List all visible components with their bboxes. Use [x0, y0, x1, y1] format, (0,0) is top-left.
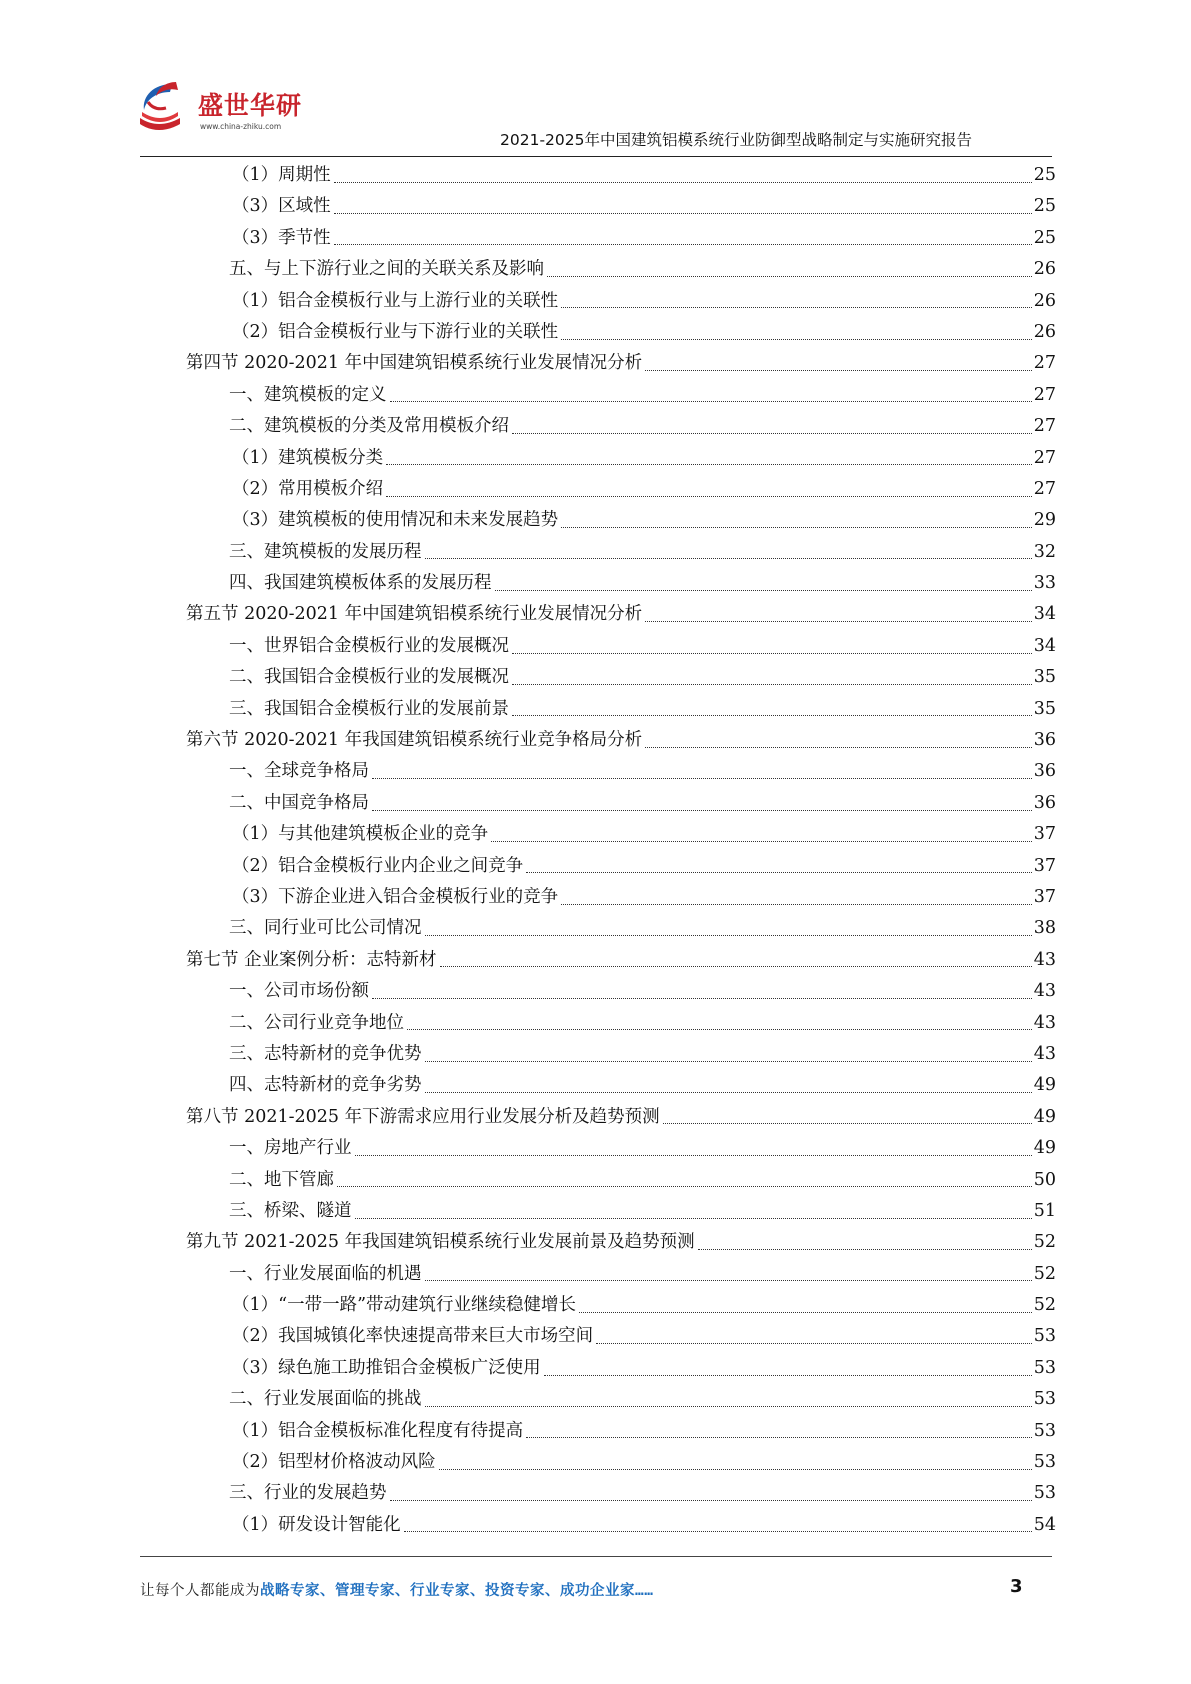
toc-entry-label: （1）建筑模板分类: [232, 443, 385, 474]
toc-entry-label: （1）铝合金模板行业与上游行业的关联性: [232, 286, 560, 317]
toc-entry[interactable]: [186, 1290, 1056, 1321]
toc-entry-label: 一、建筑模板的定义: [229, 380, 389, 411]
toc-dot-leader: [425, 1405, 1032, 1407]
toc-dot-leader: [561, 306, 1032, 308]
toc-dot-leader: [547, 275, 1032, 277]
toc-entry[interactable]: [186, 160, 1056, 191]
toc-entry-page: 51: [1033, 1200, 1056, 1221]
toc-dot-leader: [544, 1374, 1032, 1376]
toc-entry-label: （1）与其他建筑模板企业的竞争: [232, 819, 490, 850]
toc-entry-label: （3）绿色施工助推铝合金模板广泛使用: [232, 1353, 543, 1384]
toc-dot-leader: [526, 1436, 1032, 1438]
toc-entry-label: 二、行业发展面临的挑战: [229, 1384, 424, 1415]
toc-dot-leader: [579, 1311, 1032, 1313]
toc-entry-label: 二、建筑模板的分类及常用模板介绍: [229, 411, 511, 442]
toc-entry-page: 49: [1033, 1138, 1056, 1159]
toc-entry-label: 三、建筑模板的发展历程: [229, 537, 424, 568]
toc-dot-leader: [334, 212, 1032, 214]
toc-entry-label: 三、志特新材的竞争优势: [229, 1039, 424, 1070]
toc-dot-leader: [663, 1122, 1032, 1124]
toc-entry[interactable]: [186, 819, 1056, 850]
toc-entry-label: （3）季节性: [232, 223, 333, 254]
toc-dot-leader: [512, 683, 1032, 685]
toc-entry-page: 26: [1033, 259, 1056, 280]
toc-entry-label: 四、志特新材的竞争劣势: [229, 1070, 424, 1101]
toc-dot-leader: [425, 1091, 1032, 1093]
toc-dot-leader: [645, 620, 1032, 622]
toc-entry[interactable]: [186, 348, 1056, 379]
toc-entry-label: （2）铝型材价格波动风险: [232, 1447, 438, 1478]
toc-entry-label: 一、房地产行业: [229, 1133, 354, 1164]
toc-entry[interactable]: [186, 1384, 1056, 1415]
toc-entry-label: （3）建筑模板的使用情况和未来发展趋势: [232, 505, 560, 536]
toc-entry-label: （2）我国城镇化率快速提高带来巨大市场空间: [232, 1321, 595, 1352]
toc-entry-page: 25: [1033, 196, 1056, 217]
toc-entry-page: 36: [1033, 761, 1056, 782]
toc-entry-label: 四、我国建筑模板体系的发展历程: [229, 568, 494, 599]
toc-dot-leader: [561, 338, 1032, 340]
toc-entry[interactable]: [186, 945, 1056, 976]
toc-entry-page: 33: [1033, 573, 1056, 594]
toc-entry-page: 27: [1033, 478, 1056, 499]
toc-entry-label: 一、全球竞争格局: [229, 756, 371, 787]
toc-entry[interactable]: [186, 599, 1056, 630]
toc-entry[interactable]: [186, 568, 1056, 599]
toc-entry[interactable]: [186, 286, 1056, 317]
toc-entry[interactable]: [186, 1447, 1056, 1478]
toc-dot-leader: [425, 1279, 1032, 1281]
toc-entry-label: 第九节 2021-2025 年我国建筑铝模系统行业发展前景及趋势预测: [186, 1227, 697, 1258]
toc-entry-label: （2）铝合金模板行业内企业之间竞争: [232, 851, 525, 882]
toc-dot-leader: [334, 181, 1032, 183]
toc-entry-label: 一、公司市场份额: [229, 976, 371, 1007]
toc-dot-leader: [372, 997, 1032, 999]
footer-slogan: [140, 1579, 653, 1600]
slogan-highlight: 战略专家、管理专家、行业专家、投资专家、成功企业家……: [260, 1583, 654, 1599]
page-header: [0, 0, 1191, 160]
toc-entry-page: 27: [1033, 353, 1056, 374]
toc-entry-page: 37: [1033, 824, 1056, 845]
toc-entry-label: 第八节 2021-2025 年下游需求应用行业发展分析及趋势预测: [186, 1102, 662, 1133]
toc-entry[interactable]: [186, 1039, 1056, 1070]
toc-entry-label: （1）周期性: [232, 160, 333, 191]
toc-entry[interactable]: [186, 317, 1056, 348]
toc-entry[interactable]: [186, 474, 1056, 505]
toc-entry-page: 29: [1033, 510, 1056, 531]
toc-dot-leader: [495, 589, 1032, 591]
toc-entry-page: 36: [1033, 730, 1056, 751]
toc-dot-leader: [512, 714, 1032, 716]
toc-entry-page: 43: [1033, 1012, 1056, 1033]
toc-entry-page: 53: [1033, 1420, 1056, 1441]
toc-entry-label: （1）铝合金模板标准化程度有待提高: [232, 1416, 525, 1447]
toc-dot-leader: [425, 934, 1032, 936]
toc-entry-label: （1）研发设计智能化: [232, 1510, 403, 1541]
toc-entry-label: 第六节 2020-2021 年我国建筑铝模系统行业竞争格局分析: [186, 725, 644, 756]
toc-entry[interactable]: [186, 1510, 1056, 1541]
toc-dot-leader: [372, 777, 1032, 779]
toc-dot-leader: [386, 495, 1032, 497]
toc-entry[interactable]: [186, 1102, 1056, 1133]
toc-entry-page: 53: [1033, 1389, 1056, 1410]
toc-entry[interactable]: [186, 254, 1056, 285]
toc-entry[interactable]: [186, 1416, 1056, 1447]
toc-dot-leader: [526, 871, 1032, 873]
toc-dot-leader: [698, 1248, 1032, 1250]
toc-entry-label: 一、世界铝合金模板行业的发展概况: [229, 631, 511, 662]
header-divider: [140, 156, 1052, 157]
toc-dot-leader: [355, 1154, 1032, 1156]
toc-entry-page: 53: [1033, 1483, 1056, 1504]
toc-entry-page: 53: [1033, 1357, 1056, 1378]
toc-entry-label: 三、行业的发展趋势: [229, 1478, 389, 1509]
toc-entry[interactable]: [186, 1259, 1056, 1290]
toc-entry-page: 54: [1033, 1514, 1056, 1535]
toc-entry-page: 25: [1033, 227, 1056, 248]
toc-entry[interactable]: [186, 976, 1056, 1007]
toc-entry[interactable]: [186, 913, 1056, 944]
table-of-contents: [186, 160, 1056, 1541]
footer-divider: [140, 1556, 1052, 1557]
toc-dot-leader: [334, 243, 1032, 245]
toc-entry[interactable]: [186, 1196, 1056, 1227]
toc-dot-leader: [390, 1499, 1032, 1501]
toc-entry-label: 二、我国铝合金模板行业的发展概况: [229, 662, 511, 693]
toc-entry[interactable]: [186, 882, 1056, 913]
toc-entry[interactable]: [186, 1321, 1056, 1352]
toc-entry[interactable]: [186, 380, 1056, 411]
toc-dot-leader: [425, 557, 1032, 559]
toc-entry-label: （2）铝合金模板行业与下游行业的关联性: [232, 317, 560, 348]
toc-entry-page: 27: [1033, 416, 1056, 437]
toc-entry-page: 52: [1033, 1295, 1056, 1316]
toc-dot-leader: [645, 369, 1032, 371]
toc-entry[interactable]: [186, 191, 1056, 222]
toc-entry[interactable]: [186, 851, 1056, 882]
toc-entry-page: 43: [1033, 949, 1056, 970]
toc-entry-label: （3）区域性: [232, 191, 333, 222]
toc-entry[interactable]: [186, 1133, 1056, 1164]
toc-entry[interactable]: [186, 662, 1056, 693]
slogan-prefix: 让每个人都能成为: [140, 1583, 260, 1599]
toc-dot-leader: [596, 1342, 1032, 1344]
toc-entry[interactable]: [186, 725, 1056, 756]
toc-dot-leader: [372, 809, 1032, 811]
toc-entry-label: 三、桥梁、隧道: [229, 1196, 354, 1227]
toc-entry-label: 第四节 2020-2021 年中国建筑铝模系统行业发展情况分析: [186, 348, 644, 379]
toc-entry-label: 三、同行业可比公司情况: [229, 913, 424, 944]
toc-entry[interactable]: [186, 537, 1056, 568]
toc-entry-page: 34: [1033, 635, 1056, 656]
toc-entry-page: 34: [1033, 604, 1056, 625]
toc-entry-page: 52: [1033, 1263, 1056, 1284]
toc-entry-label: 五、与上下游行业之间的关联关系及影响: [229, 254, 546, 285]
toc-dot-leader: [386, 463, 1032, 465]
toc-entry-page: 37: [1033, 855, 1056, 876]
toc-dot-leader: [561, 903, 1032, 905]
toc-entry-page: 36: [1033, 792, 1056, 813]
toc-dot-leader: [407, 1028, 1032, 1030]
page-number: 3: [1010, 1576, 1023, 1597]
toc-entry-page: 52: [1033, 1232, 1056, 1253]
toc-entry[interactable]: [186, 1165, 1056, 1196]
toc-entry-page: 32: [1033, 541, 1056, 562]
toc-entry[interactable]: [186, 1353, 1056, 1384]
report-title: 2021-2025年中国建筑铝模系统行业防御型战略制定与实施研究报告: [500, 131, 972, 149]
toc-entry-label: 三、我国铝合金模板行业的发展前景: [229, 694, 511, 725]
toc-entry-page: 50: [1033, 1169, 1056, 1190]
toc-entry-page: 27: [1033, 447, 1056, 468]
toc-entry-page: 43: [1033, 981, 1056, 1002]
toc-entry[interactable]: [186, 788, 1056, 819]
toc-entry[interactable]: [186, 694, 1056, 725]
toc-entry-label: 第七节 企业案例分析：志特新材: [186, 945, 439, 976]
toc-entry-label: 一、行业发展面临的机遇: [229, 1259, 424, 1290]
toc-entry[interactable]: [186, 1478, 1056, 1509]
toc-entry[interactable]: [186, 443, 1056, 474]
toc-entry-label: （2）常用模板介绍: [232, 474, 385, 505]
toc-entry[interactable]: [186, 1227, 1056, 1258]
toc-entry[interactable]: [186, 223, 1056, 254]
toc-entry-page: 49: [1033, 1106, 1056, 1127]
toc-dot-leader: [439, 1468, 1032, 1470]
toc-entry-page: 35: [1033, 667, 1056, 688]
logo-emblem-icon: [136, 80, 196, 140]
toc-dot-leader: [512, 652, 1032, 654]
toc-entry-label: 二、公司行业竞争地位: [229, 1008, 406, 1039]
toc-dot-leader: [390, 400, 1032, 402]
logo-url: www.china-zhiku.com: [200, 122, 282, 131]
toc-dot-leader: [440, 965, 1032, 967]
toc-dot-leader: [491, 840, 1032, 842]
toc-entry-page: 53: [1033, 1452, 1056, 1473]
toc-entry[interactable]: [186, 631, 1056, 662]
toc-dot-leader: [425, 1060, 1032, 1062]
toc-dot-leader: [337, 1185, 1032, 1187]
toc-dot-leader: [645, 746, 1032, 748]
toc-entry-label: （1）“一带一路”带动建筑行业继续稳健增长: [232, 1290, 578, 1321]
toc-dot-leader: [561, 526, 1032, 528]
toc-entry[interactable]: [186, 1070, 1056, 1101]
toc-entry-page: 35: [1033, 698, 1056, 719]
toc-entry[interactable]: [186, 1008, 1056, 1039]
toc-entry-label: 二、地下管廊: [229, 1165, 336, 1196]
toc-dot-leader: [512, 432, 1032, 434]
toc-entry-page: 37: [1033, 886, 1056, 907]
toc-entry[interactable]: [186, 505, 1056, 536]
toc-entry-label: 二、中国竞争格局: [229, 788, 371, 819]
toc-entry-page: 38: [1033, 918, 1056, 939]
toc-entry[interactable]: [186, 756, 1056, 787]
toc-entry-label: 第五节 2020-2021 年中国建筑铝模系统行业发展情况分析: [186, 599, 644, 630]
toc-dot-leader: [404, 1530, 1032, 1532]
toc-entry-page: 27: [1033, 384, 1056, 405]
toc-entry-page: 53: [1033, 1326, 1056, 1347]
toc-entry-page: 43: [1033, 1043, 1056, 1064]
toc-entry-page: 49: [1033, 1075, 1056, 1096]
toc-entry-page: 25: [1033, 165, 1056, 185]
logo-name: 盛世华研: [198, 91, 303, 120]
toc-entry-label: （3）下游企业进入铝合金模板行业的竞争: [232, 882, 560, 913]
toc-entry-page: 26: [1033, 321, 1056, 342]
toc-entry-page: 26: [1033, 290, 1056, 311]
toc-dot-leader: [355, 1217, 1032, 1219]
toc-entry[interactable]: [186, 411, 1056, 442]
company-logo: [140, 80, 320, 150]
